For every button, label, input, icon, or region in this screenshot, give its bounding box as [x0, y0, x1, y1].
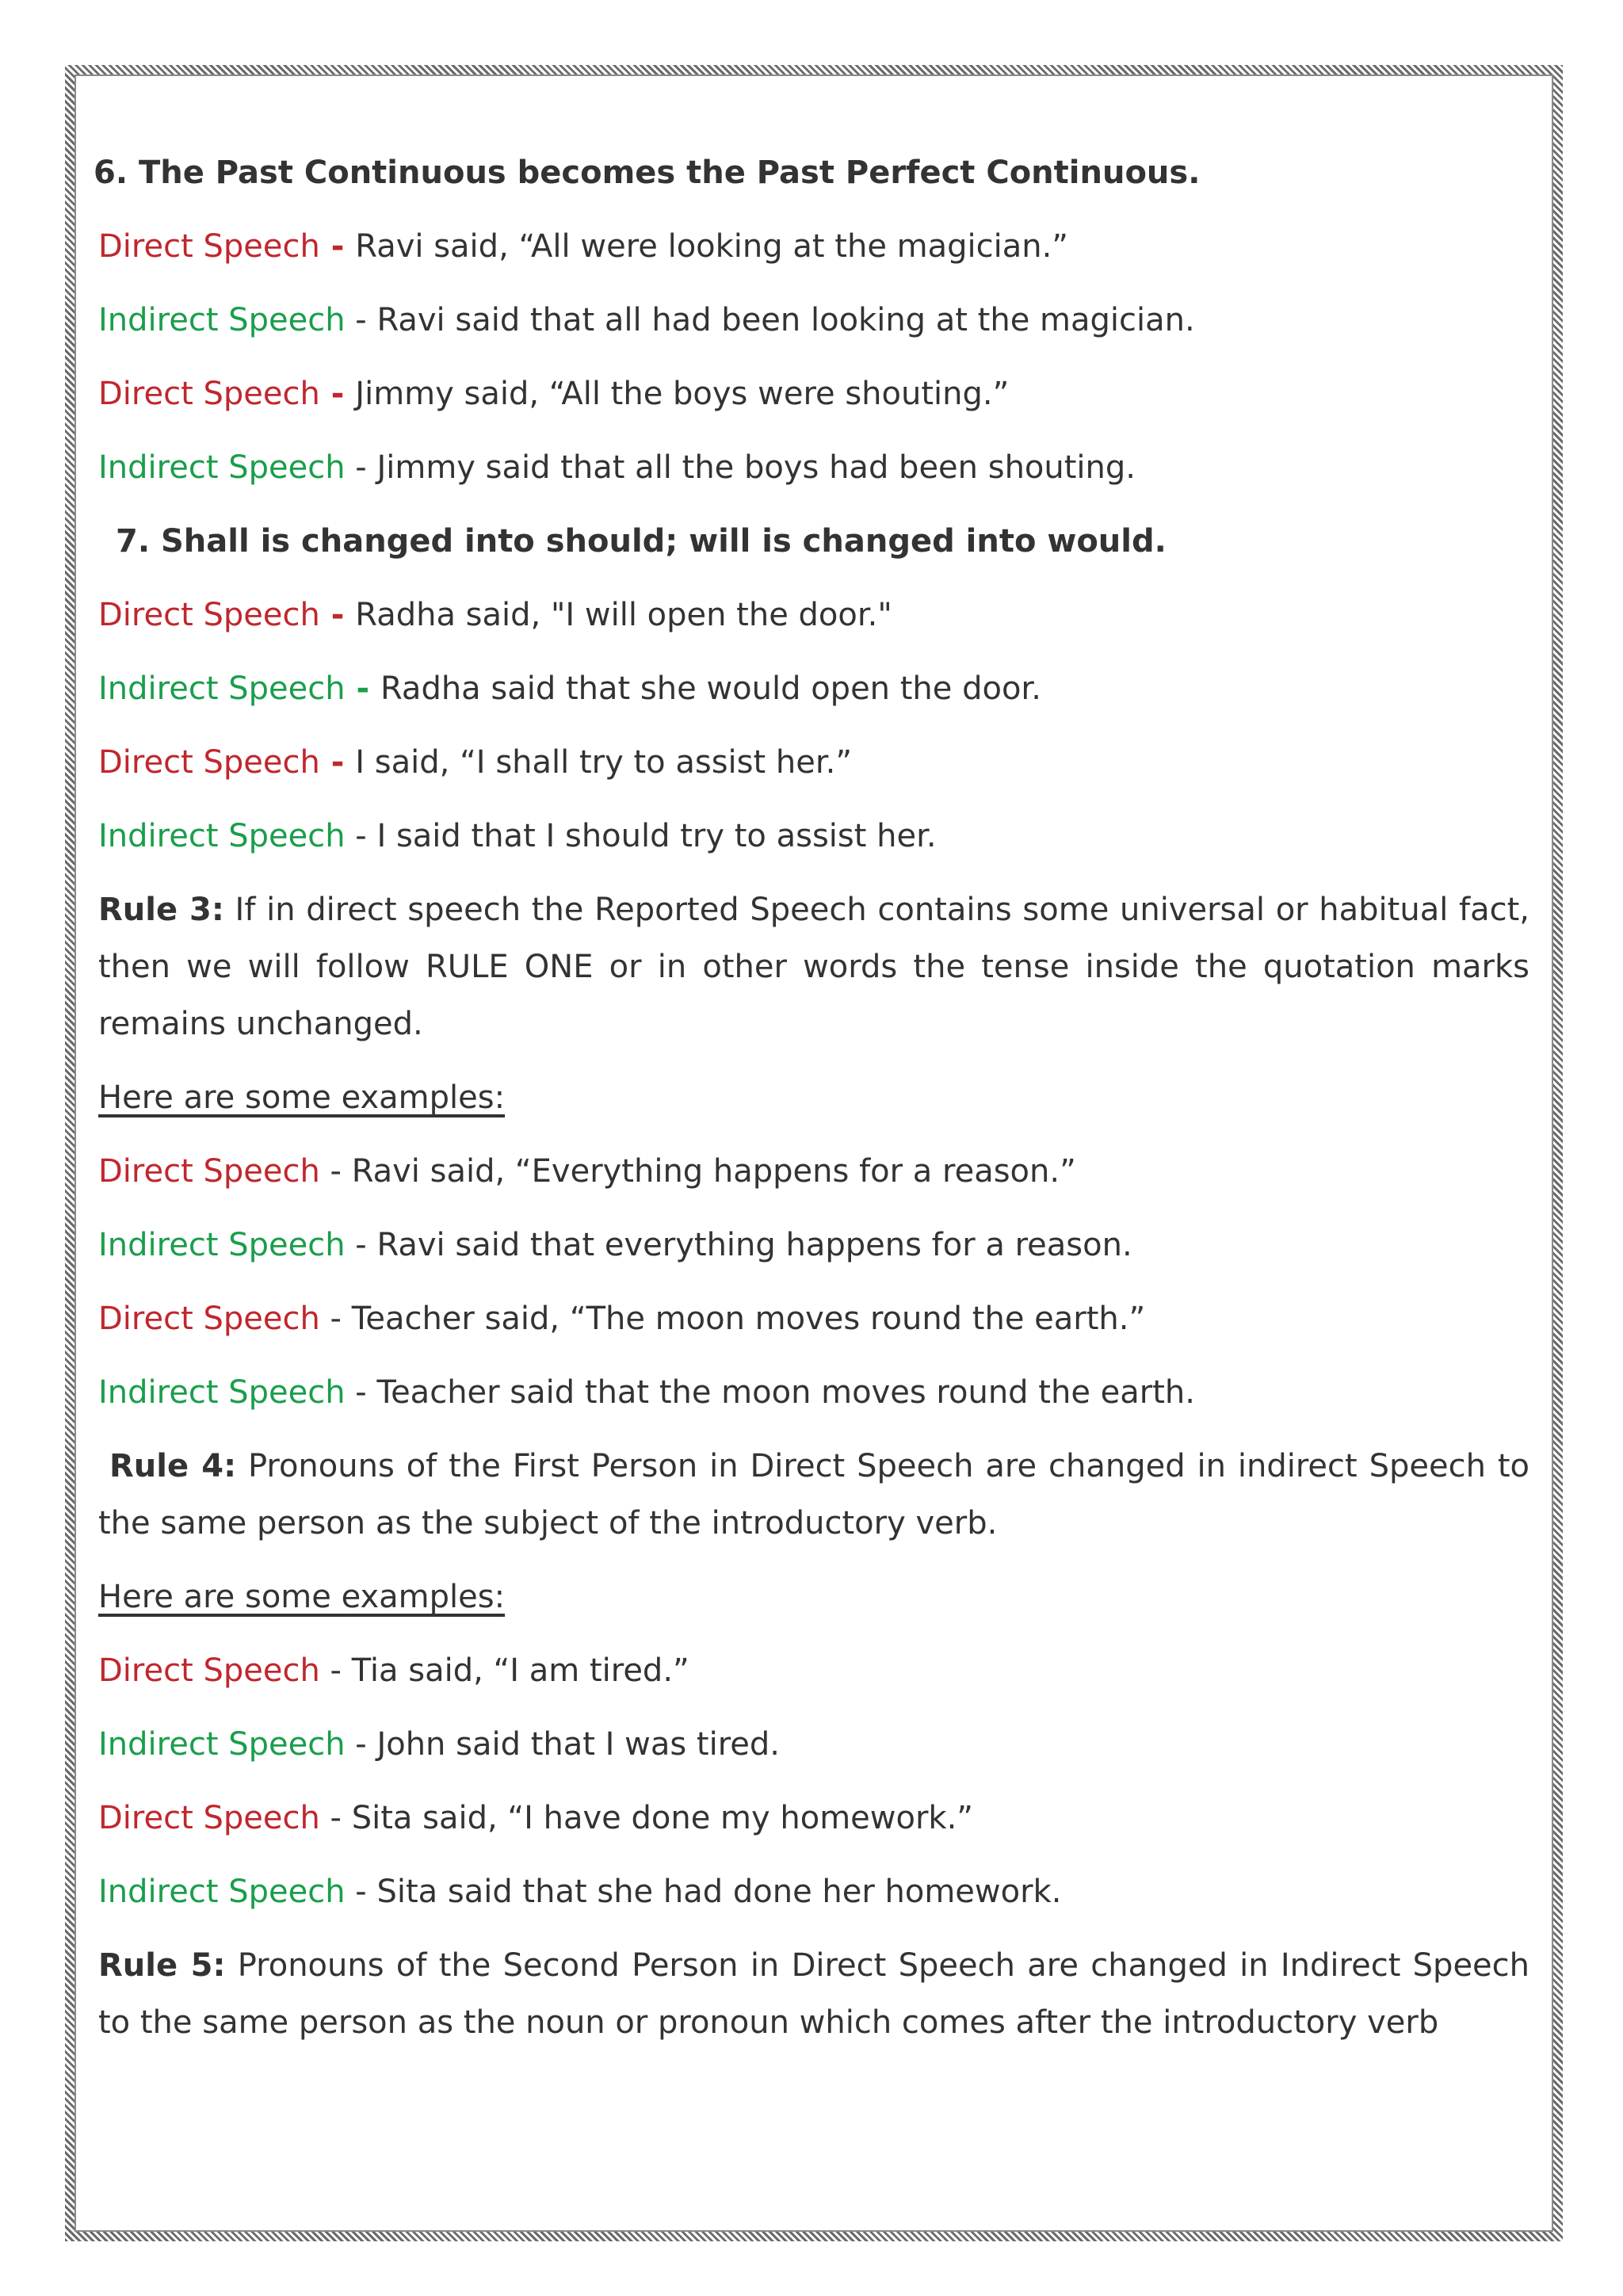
examples-intro [98, 1568, 1529, 1626]
example-text: Teacher said, “The moon moves round the earth.” [351, 1301, 1146, 1337]
indirect-speech-label: Indirect Speech [98, 449, 346, 486]
separator: - [345, 1227, 377, 1263]
example-indirect [98, 292, 1529, 349]
indirect-speech-label: Indirect Speech [98, 302, 346, 338]
direct-speech-label: Direct Speech [98, 744, 320, 781]
example-text: Radha said, "I will open the door." [355, 597, 892, 633]
indirect-speech-label: Indirect Speech [98, 670, 346, 707]
example-direct [98, 1642, 1529, 1699]
direct-speech-label: Direct Speech [98, 1800, 320, 1836]
separator: - [319, 744, 356, 781]
examples-intro-text: Here are some examples: [98, 1079, 506, 1116]
example-direct [98, 218, 1529, 275]
example-text: Ravi said that everything happens for a reason. [376, 1227, 1132, 1263]
direct-speech-label: Direct Speech [98, 1153, 320, 1190]
separator: - [345, 670, 381, 707]
example-direct [98, 586, 1529, 644]
example-indirect [98, 1716, 1529, 1773]
example-direct [98, 1290, 1529, 1347]
example-direct [98, 734, 1529, 791]
rule-text: If in direct speech the Reported Speech contains some universal or habitual fact, then we will follow RULE ONE or in other words the tense inside the quotation marks remains unchanged. [98, 892, 1529, 1042]
direct-speech-label: Direct Speech [98, 228, 320, 265]
examples-intro [98, 1069, 1529, 1126]
separator: - [319, 1800, 352, 1836]
separator: - [345, 449, 377, 486]
examples-intro-text: Here are some examples: [98, 1579, 506, 1615]
example-indirect [98, 439, 1529, 496]
example-text: Ravi said, “Everything happens for a reason.” [351, 1153, 1076, 1190]
indirect-speech-label: Indirect Speech [98, 1874, 346, 1910]
example-text: I said, “I shall try to assist her.” [355, 744, 853, 781]
rule-label: Rule 5: [98, 1947, 226, 1984]
example-text: Jimmy said that all the boys had been shouting. [376, 449, 1136, 486]
separator: - [345, 1726, 377, 1763]
separator: - [319, 1301, 352, 1337]
example-text: Jimmy said, “All the boys were shouting.” [355, 376, 1010, 412]
indirect-speech-label: Indirect Speech [98, 818, 346, 854]
rule-3-paragraph [98, 881, 1529, 1052]
separator: - [345, 302, 377, 338]
direct-speech-label: Direct Speech [98, 1301, 320, 1337]
heading-rule-7: 7. Shall is changed into should; will is changed into would. [116, 523, 1167, 560]
rule-text: Pronouns of the First Person in Direct Speech are changed in indirect Speech to the same person as the subject of the introductory verb. [98, 1448, 1529, 1541]
indirect-speech-label: Indirect Speech [98, 1726, 346, 1763]
example-text: Radha said that she would open the door. [380, 670, 1041, 707]
example-text: Tia said, “I am tired.” [351, 1652, 689, 1689]
example-text: Sita said that she had done her homework. [376, 1874, 1062, 1910]
indirect-speech-label: Indirect Speech [98, 1374, 346, 1411]
rule-label: Rule 3: [98, 892, 224, 928]
separator: - [345, 1874, 377, 1910]
example-indirect [98, 1217, 1529, 1274]
indirect-speech-label: Indirect Speech [98, 1227, 346, 1263]
heading-rule-6: 6. The Past Continuous becomes the Past Perfect Continuous. [94, 155, 1201, 191]
example-text: I said that I should try to assist her. [376, 818, 937, 854]
example-text: Sita said, “I have done my homework.” [351, 1800, 974, 1836]
separator: - [319, 597, 356, 633]
separator: - [345, 818, 377, 854]
rule-text: Pronouns of the Second Person in Direct Speech are changed in Indirect Speech to the same person as the noun or pronoun which comes after the introductory verb [98, 1947, 1530, 2041]
document-body [94, 144, 1530, 2068]
separator: - [345, 1374, 377, 1411]
example-text: Ravi said that all had been looking at the magician. [376, 302, 1195, 338]
separator: - [319, 1652, 352, 1689]
separator: - [319, 228, 356, 265]
example-direct [98, 1790, 1529, 1847]
direct-speech-label: Direct Speech [98, 376, 320, 412]
rule-5-paragraph [98, 1937, 1529, 2051]
example-text: Teacher said that the moon moves round the earth. [376, 1374, 1195, 1411]
direct-speech-label: Direct Speech [98, 1652, 320, 1689]
example-direct [98, 365, 1529, 422]
example-indirect [98, 1364, 1529, 1421]
example-direct [98, 1143, 1529, 1200]
separator: - [319, 1153, 352, 1190]
example-indirect [98, 808, 1529, 865]
direct-speech-label: Direct Speech [98, 597, 320, 633]
example-indirect [98, 1863, 1529, 1920]
example-indirect [98, 660, 1529, 717]
separator: - [319, 376, 356, 412]
example-text: John said that I was tired. [376, 1726, 781, 1763]
rule-4-paragraph [98, 1438, 1529, 1552]
example-text: Ravi said, “All were looking at the magician.” [355, 228, 1069, 265]
rule-label: Rule 4: [109, 1448, 237, 1484]
